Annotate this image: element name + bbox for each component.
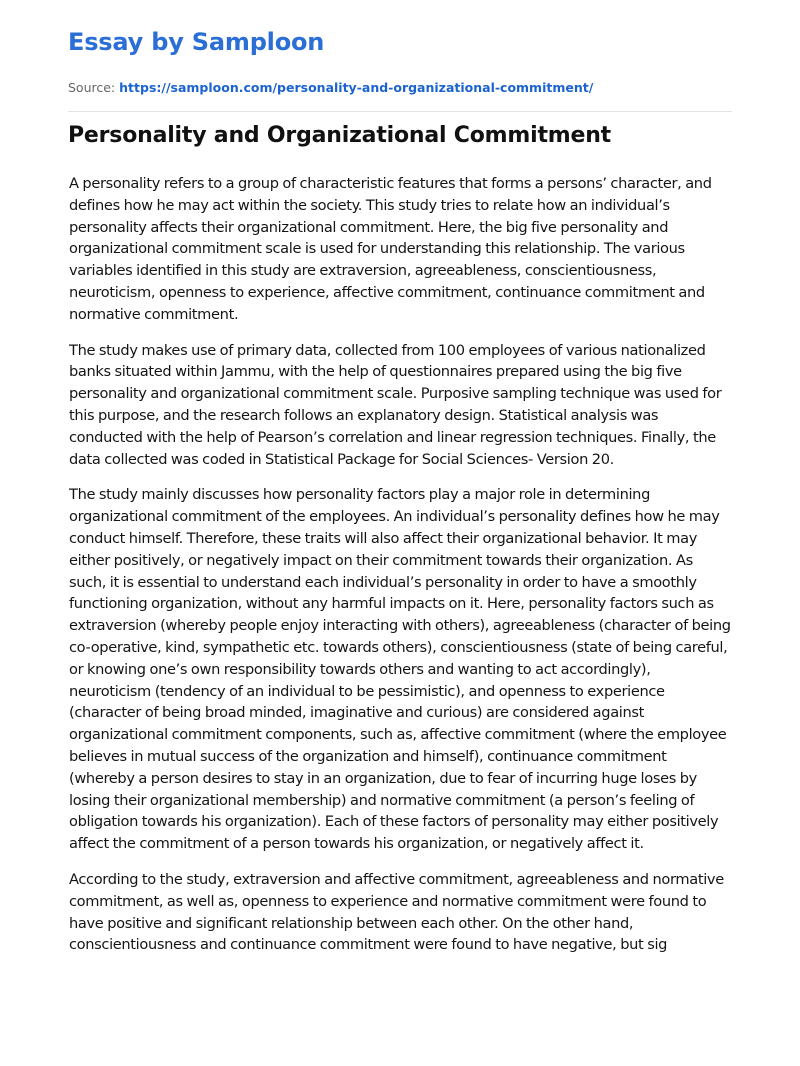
source-line [68, 80, 593, 95]
source-label: Source: [68, 80, 116, 95]
essay-title: Personality and Organizational Commitment [68, 123, 611, 148]
paragraph: The study mainly discusses how personality factors play a major role in determining organizational commitment of the employees. An individual’s personality defines how he may conduct himself. Therefore, these traits will also affect their organizational behavior. It may either positively, or negatively impact on their commitment towards their organization. As such, it is essential to understand each individual’s personality in order to have a smoothly functioning organization, without any harmful impacts on it. Here, personality factors such as extraversion (whereby people enjoy interacting with others), agreeableness (character of being co-operative, kind, sympathetic etc. towards others), conscientiousness (state of being careful, or knowing one’s own responsibility towards others and wanting to act accordingly), neuroticism (tendency of an individual to be pessimistic), and openness to experience (character of being broad minded, imaginative and curious) are considered against organizational commitment components, such as, affective commitment (where the employee believes in mutual success of the organization and himself), continuance commitment (whereby a person desires to stay in an organization, due to fear of incurring huge loses by losing their organizational membership) and normative commitment (a person’s feeling of obligation towards his organization). Each of these factors of personality may either positively affect the commitment of a person towards his organization, or negatively affect it. [69, 486, 731, 853]
essay-body [69, 173, 732, 970]
paragraph: The study makes use of primary data, collected from 100 employees of various nationalized banks situated within Jammu, with the help of questionnaires prepared using the big five personality and organizational commitment scale. Purposive sampling technique was used for this purpose, and the research follows an explanatory design. Statistical analysis was conducted with the help of Pearson’s correlation and linear regression techniques. Finally, the data collected was coded in Statistical Package for Social Sciences- Version 20. [69, 341, 722, 468]
source-link[interactable]: https://samploon.com/personality-and-organizational-commitment/ [119, 80, 594, 95]
header-divider [68, 111, 732, 112]
paragraph: A personality refers to a group of characteristic features that forms a persons’ character, and defines how he may act within the society. This study tries to relate how an individual’s personality affects their organizational commitment. Here, the big five personality and organizational commitment scale is used for understanding this relationship. The various variables identified in this study are extraversion, agreeableness, conscientiousness, neuroticism, openness to experience, affective commitment, continuance commitment and normative commitment. [69, 175, 712, 323]
site-brand[interactable]: Essay by Samploon [68, 28, 325, 56]
paragraph: According to the study, extraversion and affective commitment, agreeableness and normative commitment, as well as, openness to experience and normative commitment were found to have positive and significant relationship between each other. On the other hand, conscientiousness and continuance commitment were found to have negative, but sig [69, 870, 724, 954]
